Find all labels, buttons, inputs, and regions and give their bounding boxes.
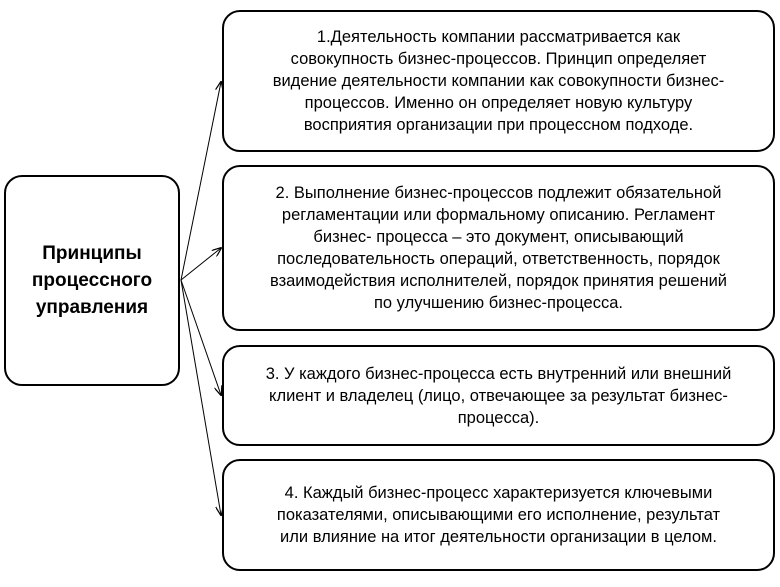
root-node-label: Принципы процессного управления: [31, 243, 153, 318]
principle-4-box: [222, 459, 775, 571]
principle-3-box: [222, 345, 775, 446]
arrow-to-principle-3: [181, 280, 221, 395]
root-node-box: [4, 175, 180, 386]
principle-1-box: [222, 10, 775, 152]
arrow-to-principle-1: [181, 82, 221, 280]
principle-2-text: 2. Выполнение бизнес-процессов подлежит обязательной регламентации или формальному описанию. Регламент бизнес- процесса – это документ, описывающий последовательность операций, ответственность, порядок взаимодействия исполнителей, порядок принятия решений по улучшению бизнес-процесса.: [269, 184, 727, 312]
principle-1-text: 1.Деятельность компании рассматривается как совокупность бизнес-процессов. Принцип определяет видение деятельности компании как совокупности бизнес- процессов. Именно он определяет новую культуру восприятия организации при процессном подходе.: [272, 28, 725, 134]
principle-2-box: [222, 165, 775, 331]
principle-3-text: 3. У каждого бизнес-процесса есть внутренний или внешний клиент и владелец (лицо, отвечающее за результат бизнес- процесса).: [265, 364, 732, 427]
arrow-to-principle-4: [181, 280, 221, 515]
principle-4-text: 4. Каждый бизнес-процесс характеризуется ключевыми показателями, описывающими его исполнение, результат или влияние на итог деятельности организации в целом.: [276, 484, 721, 546]
